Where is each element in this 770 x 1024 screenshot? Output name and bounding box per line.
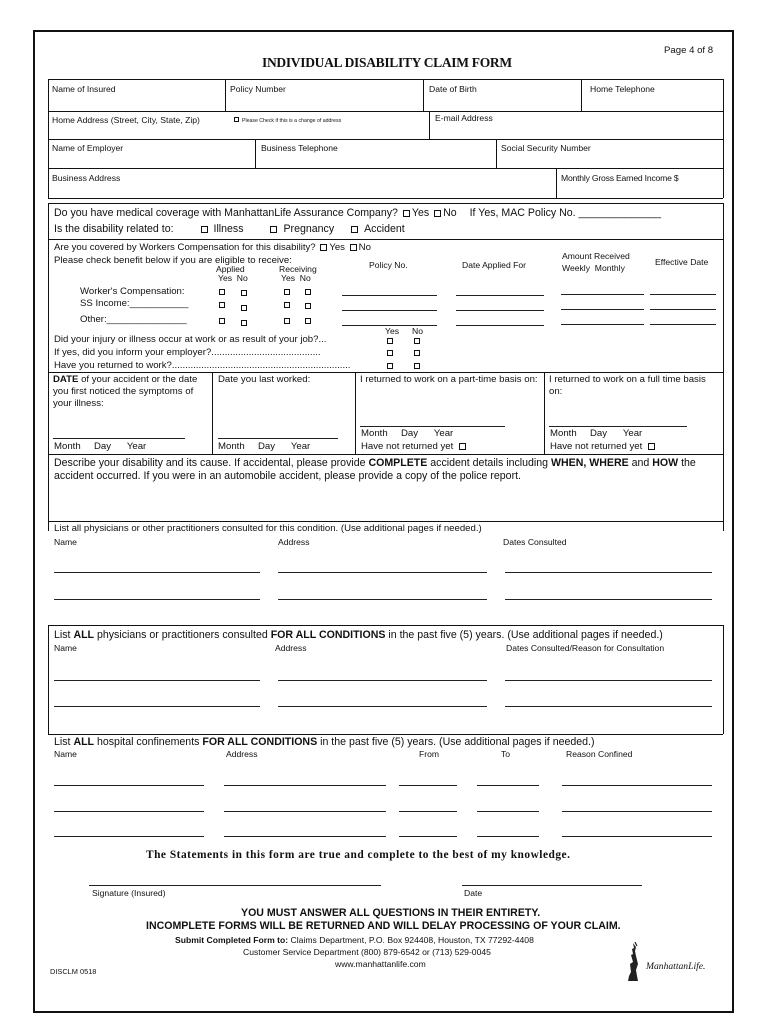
ss-applied-yes-checkbox[interactable]: [219, 302, 225, 308]
label-home-address: Home Address (Street, City, State, Zip): [52, 115, 200, 125]
workers-comp-no-label: No: [358, 242, 371, 253]
claims-address: Claims Department, P.O. Box 924408, Houston, TX 77292-4408: [288, 935, 534, 945]
last-worked-date-format: Month Day Year: [218, 441, 311, 452]
submit-label: Submit Completed Form to:: [175, 935, 289, 945]
physicians-title: List all physicians or other practitioners consulted for this condition. (Use additional pages if needed.): [54, 523, 482, 534]
injury-no-header: No: [412, 326, 423, 336]
label-ssn: Social Security Number: [501, 143, 591, 153]
ss-receiving-no-checkbox[interactable]: [305, 303, 311, 309]
all-physicians-text-1: List: [54, 629, 74, 641]
all-physicians-bold-1: ALL: [73, 629, 95, 641]
effective-date-header: Effective Date: [655, 257, 709, 267]
coverage-question: Do you have medical coverage with ManhattanLife Assurance Company?: [54, 207, 398, 219]
full-time-date-format: Month Day Year: [550, 428, 643, 439]
full-time-not-returned-checkbox[interactable]: [648, 443, 655, 450]
signature-label: Signature (Insured): [92, 888, 166, 898]
workers-comp-yes-checkbox[interactable]: [320, 244, 327, 251]
workers-comp-no-checkbox[interactable]: [350, 244, 357, 251]
applied-header: Applied: [216, 264, 245, 274]
describe-disability-instructions: [54, 457, 719, 483]
date-applied-header: Date Applied For: [462, 260, 527, 270]
accident-date-rest: of your accident or the date you first noticed the symptoms of your illness:: [53, 374, 198, 409]
wc-applied-no-checkbox[interactable]: [241, 290, 247, 296]
coverage-yes-checkbox[interactable]: [403, 210, 410, 217]
label-date-of-birth: Date of Birth: [429, 84, 477, 94]
accident-date-label: [53, 374, 209, 410]
label-business-address: Business Address: [52, 173, 121, 183]
hospital-bold-2: FOR ALL CONDITIONS: [202, 736, 318, 748]
workers-comp-question: Are you covered by Workers Compensation for this disability?: [54, 242, 316, 253]
receiving-yes-no: Yes No: [281, 273, 311, 283]
label-home-telephone: Home Telephone: [590, 84, 655, 94]
accident-date-format: Month Day Year: [54, 441, 147, 452]
amount-received-header: Amount Received: [562, 251, 630, 261]
physicians-address-header: Address: [278, 537, 310, 547]
coverage-yes-label: Yes: [411, 207, 430, 219]
hospital-from-header: From: [419, 749, 440, 759]
date-label: Date: [464, 888, 483, 898]
address-change-option: [234, 117, 341, 124]
ss-receiving-yes-checkbox[interactable]: [284, 302, 290, 308]
disability-related-row: [54, 223, 405, 235]
all-physicians-name-header: Name: [54, 643, 77, 653]
hospital-text-2: hospital confinements: [94, 736, 203, 748]
part-time-not-returned-label: Have not returned yet: [361, 441, 454, 452]
inform-employer-yes-checkbox[interactable]: [387, 350, 393, 356]
accident-checkbox[interactable]: [351, 226, 358, 233]
work-injury-question: Did your injury or illness occur at work or as result of your job?...: [54, 334, 327, 345]
other-applied-no-checkbox[interactable]: [241, 320, 247, 326]
all-physicians-title: [54, 629, 663, 641]
injury-yes-header: Yes: [385, 326, 400, 336]
describe-bold-2: WHEN, WHERE: [550, 457, 629, 469]
ss-income-label: SS Income:___________: [80, 298, 189, 309]
full-time-label: I returned to work on a full time basis on:: [549, 374, 706, 397]
coverage-no-label: No: [443, 207, 457, 219]
all-physicians-dates-header: Dates Consulted/Reason for Consultation: [506, 643, 665, 653]
applied-yes-no: Yes No: [218, 273, 248, 283]
all-physicians-text-2: physicians or practitioners consulted: [94, 629, 271, 641]
form-code: DISCLM 0518: [50, 967, 97, 976]
hospital-title: [54, 736, 595, 748]
receiving-header: Receiving: [279, 264, 317, 274]
wc-applied-yes-checkbox[interactable]: [219, 289, 225, 295]
weekly-monthly-header: Weekly Monthly: [562, 263, 625, 273]
logo-text: ManhattanLife.: [646, 961, 706, 972]
address-change-checkbox[interactable]: [234, 117, 239, 122]
manhattanlife-logo: [624, 942, 706, 987]
wc-receiving-yes-checkbox[interactable]: [284, 289, 290, 295]
hospital-text-3: in the past five (5) years. (Use additional pages if needed.): [317, 736, 595, 748]
inform-employer-no-checkbox[interactable]: [414, 350, 420, 356]
other-benefit-label: Other:_______________: [80, 314, 187, 325]
label-name-of-insured: Name of Insured: [52, 84, 116, 94]
illness-checkbox[interactable]: [201, 226, 208, 233]
hospital-to-header: To: [501, 749, 511, 759]
hospital-name-header: Name: [54, 749, 77, 759]
disability-related-label: Is the disability related to:: [54, 223, 174, 235]
pregnancy-checkbox[interactable]: [270, 226, 277, 233]
wc-receiving-no-checkbox[interactable]: [305, 289, 311, 295]
other-applied-yes-checkbox[interactable]: [219, 318, 225, 324]
label-email: E-mail Address: [435, 113, 493, 123]
label-monthly-income: Monthly Gross Earned Income $: [561, 173, 679, 183]
workers-comp-yes-label: Yes: [329, 242, 345, 253]
statue-of-liberty-icon: [624, 942, 646, 982]
all-physicians-address-header: Address: [275, 643, 307, 653]
physicians-name-header: Name: [54, 537, 77, 547]
submit-address: [175, 935, 534, 945]
hospital-text-1: List: [54, 736, 74, 748]
coverage-question-row: [54, 207, 661, 219]
describe-text-4: the accident occurred. If you were in an automobile accident, please provide a copy of the police report.: [54, 457, 696, 482]
accident-date-bold: DATE: [53, 374, 79, 385]
all-physicians-bold-2: FOR ALL CONDITIONS: [270, 629, 386, 641]
describe-text-1: Describe your disability and its cause. If accidental, please provide: [54, 457, 369, 469]
part-time-date-format: Month Day Year: [361, 428, 454, 439]
part-time-label: I returned to work on a part-time basis on:: [360, 374, 538, 385]
website: www.manhattanlife.com: [335, 959, 426, 969]
inform-employer-question: If yes, did you inform your employer?.........................................: [54, 347, 321, 358]
part-time-not-returned: [361, 441, 468, 452]
part-time-not-returned-checkbox[interactable]: [459, 443, 466, 450]
label-employer: Name of Employer: [52, 143, 124, 153]
pregnancy-label: Pregnancy: [283, 223, 335, 235]
workers-comp-question-row: [54, 242, 371, 253]
page-number: Page 4 of 8: [664, 45, 714, 56]
hospital-reason-header: Reason Confined: [566, 749, 633, 759]
describe-bold-3: HOW: [652, 457, 679, 469]
returned-work-yes-checkbox[interactable]: [387, 363, 393, 369]
illness-label: Illness: [213, 223, 244, 235]
work-injury-no-checkbox[interactable]: [414, 338, 420, 344]
all-physicians-text-3: in the past five (5) years. (Use additional pages if needed.): [385, 629, 663, 641]
describe-text-3: and: [628, 457, 653, 469]
label-business-telephone: Business Telephone: [261, 143, 338, 153]
label-policy-number: Policy Number: [230, 84, 286, 94]
mac-policy-number: If Yes, MAC Policy No. ______________: [469, 207, 662, 219]
coverage-no-checkbox[interactable]: [434, 210, 441, 217]
describe-text-2: accident details including: [427, 457, 551, 469]
hospital-bold-1: ALL: [73, 736, 95, 748]
ss-applied-no-checkbox[interactable]: [241, 305, 247, 311]
incomplete-forms-notice: INCOMPLETE FORMS WILL BE RETURNED AND WILL DELAY PROCESSING OF YOUR CLAIM.: [146, 920, 621, 932]
truth-statement: The Statements in this form are true and complete to the best of my knowledge.: [146, 849, 571, 861]
policy-no-header: Policy No.: [369, 260, 408, 270]
customer-service-phone: Customer Service Department (800) 879-6542 or (713) 529-0045: [243, 947, 491, 957]
benefit-instruction: Please check benefit below if you are eligible to receive:: [54, 255, 292, 266]
physicians-dates-header: Dates Consulted: [503, 537, 567, 547]
other-receiving-yes-checkbox[interactable]: [284, 318, 290, 324]
returned-work-no-checkbox[interactable]: [414, 363, 420, 369]
work-injury-yes-checkbox[interactable]: [387, 338, 393, 344]
last-worked-label: Date you last worked:: [218, 374, 311, 385]
returned-to-work-question: Have you returned to work?...................................................................: [54, 360, 351, 371]
describe-bold-1: COMPLETE: [368, 457, 428, 469]
must-answer-notice: YOU MUST ANSWER ALL QUESTIONS IN THEIR ENTIRETY.: [241, 907, 541, 919]
other-receiving-no-checkbox[interactable]: [305, 318, 311, 324]
address-change-note: Please Check if this is a change of address: [242, 118, 342, 124]
hospital-address-header: Address: [226, 749, 258, 759]
workers-comp-benefit-label: Worker's Compensation:: [80, 286, 185, 297]
full-time-not-returned-label: Have not returned yet: [550, 441, 643, 452]
form-title: INDIVIDUAL DISABILITY CLAIM FORM: [262, 55, 512, 70]
full-time-not-returned: [550, 441, 657, 452]
accident-label: Accident: [364, 223, 405, 235]
